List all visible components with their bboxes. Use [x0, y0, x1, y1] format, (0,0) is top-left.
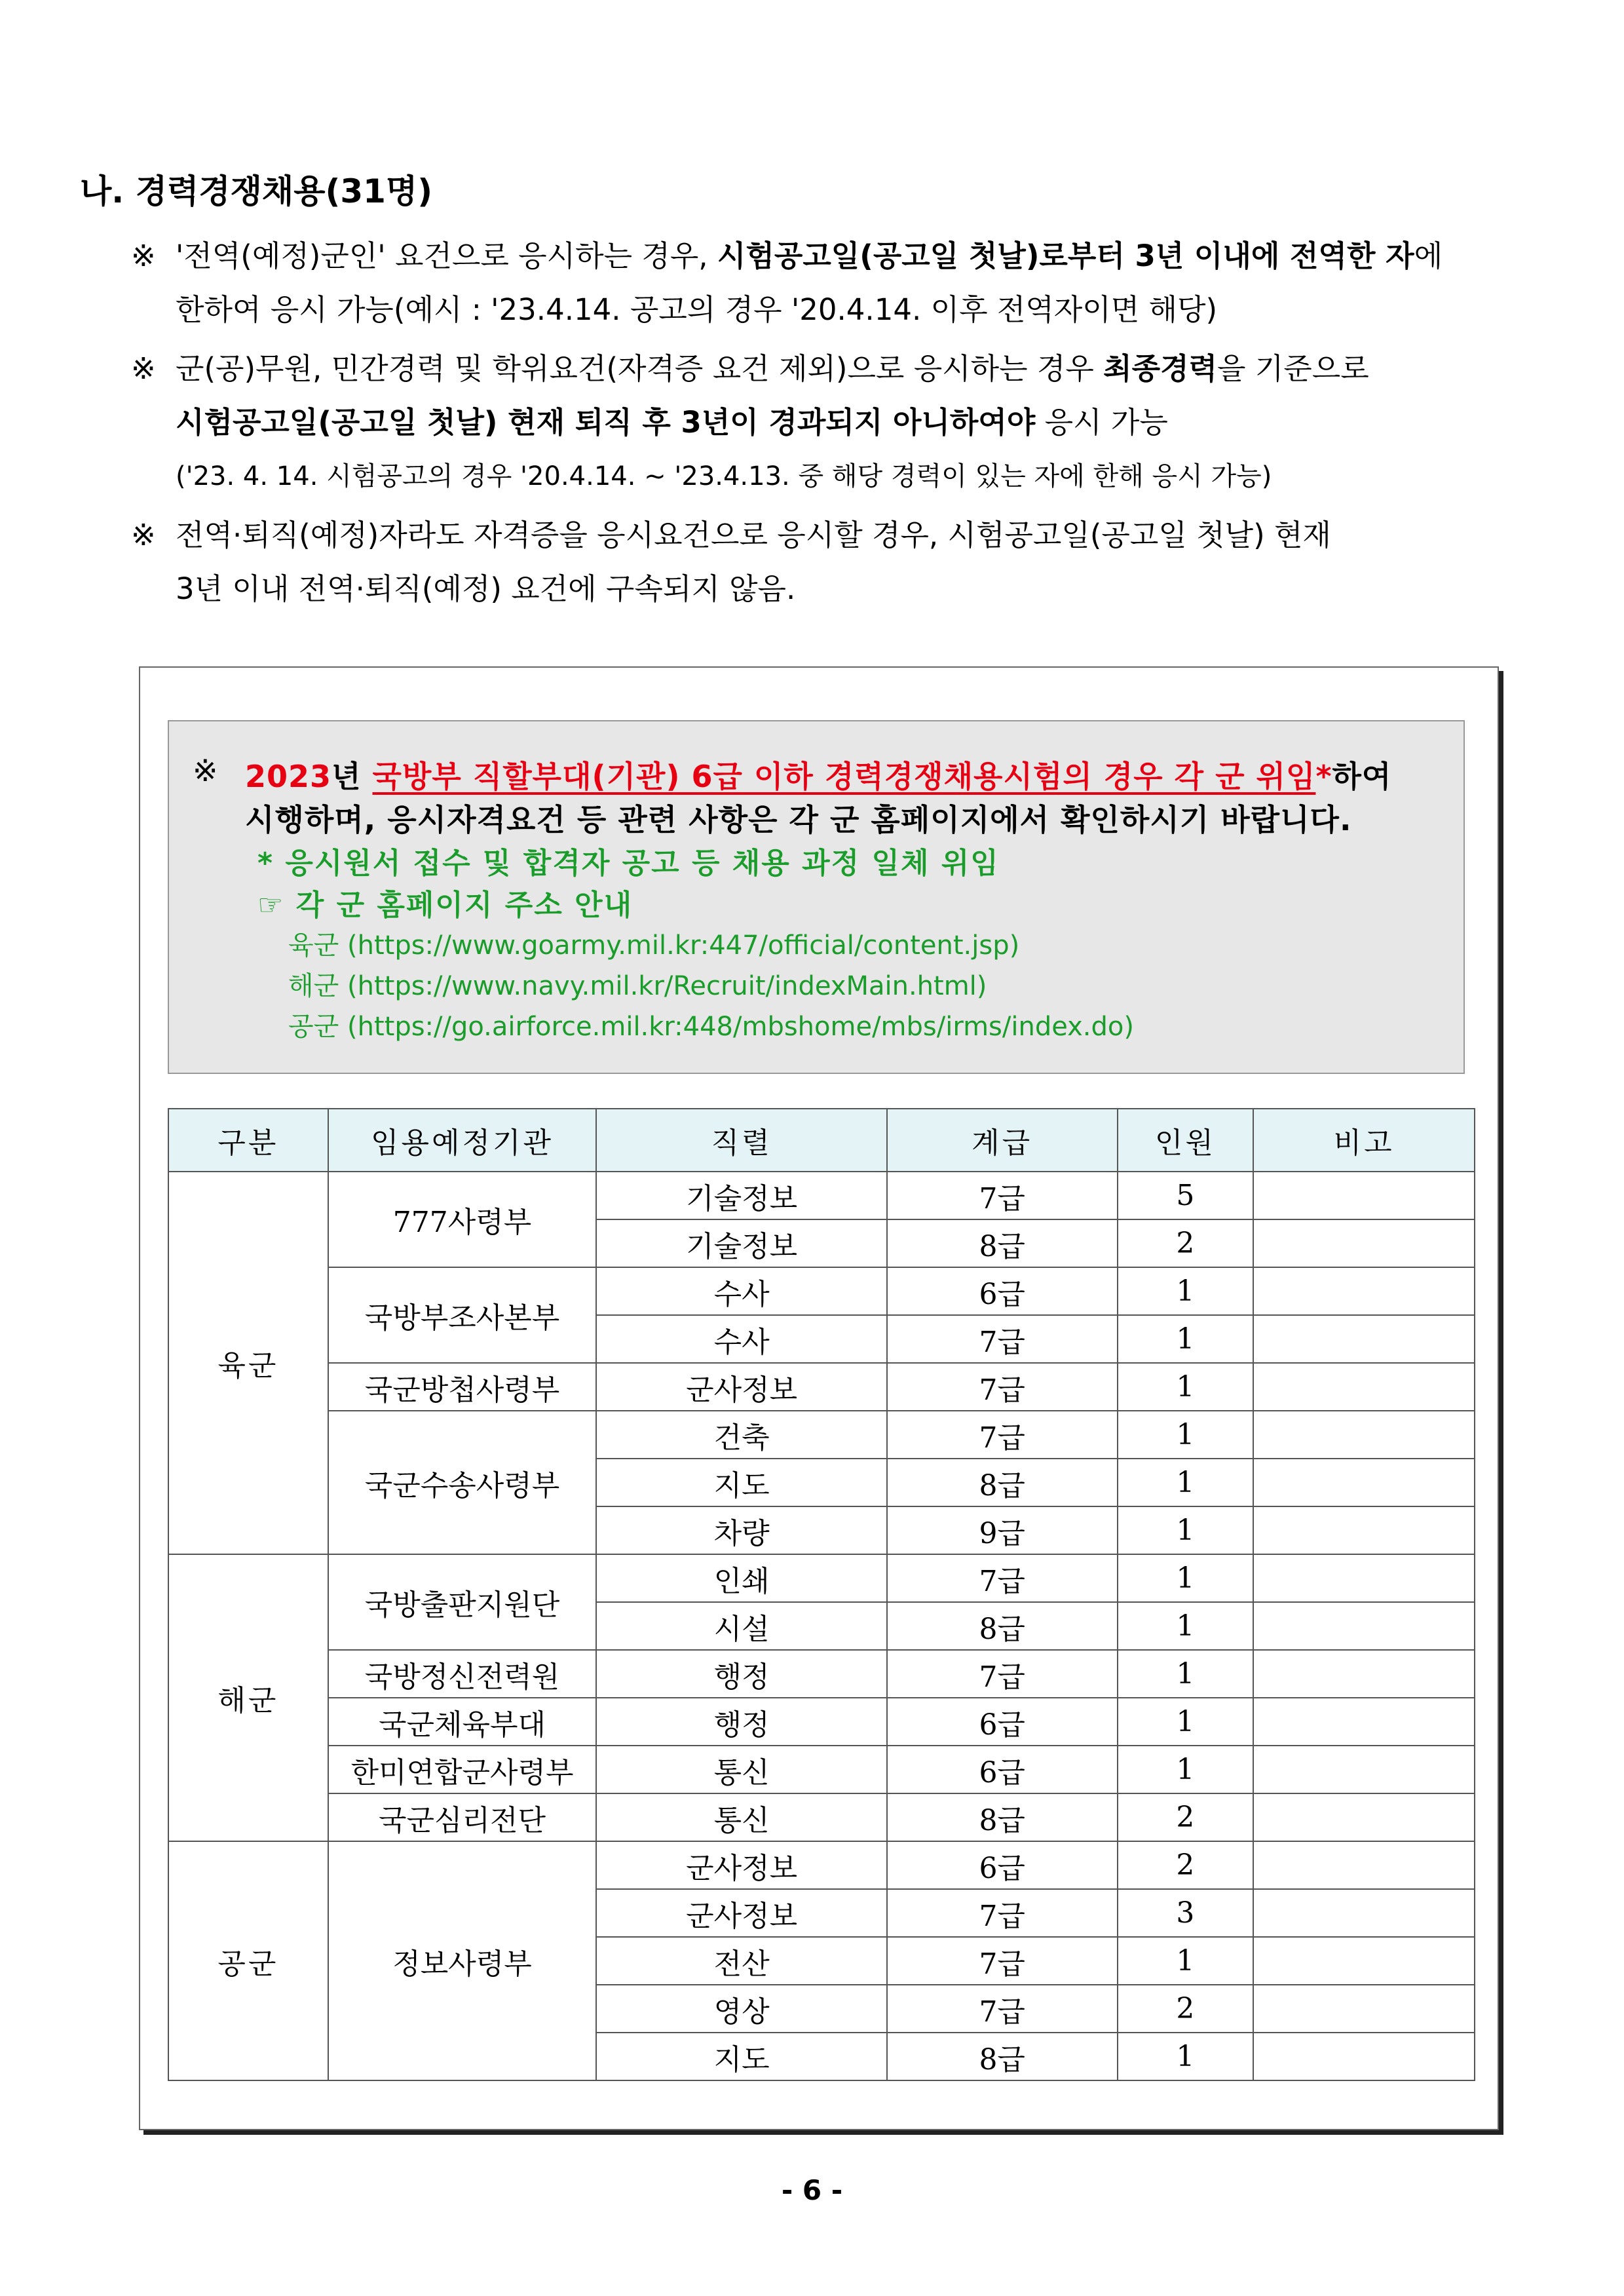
note-cell — [1253, 1937, 1475, 1985]
notice-line — [245, 753, 1391, 796]
agency-cell: 국방정신전력원 — [328, 1650, 597, 1698]
series-cell: 지도 — [596, 1459, 887, 1506]
note-line — [176, 229, 1533, 283]
note-text: 응시 가능 — [1035, 405, 1168, 440]
delegation-notice-box — [168, 720, 1465, 1074]
series-cell: 지도 — [596, 2033, 887, 2080]
branch-cell: 해군 — [168, 1554, 328, 1841]
note-text: '전역(예정)군인' 요건으로 응시하는 경우, — [176, 239, 717, 273]
table-row — [168, 1698, 1475, 1746]
count-cell: 1 — [1118, 1746, 1254, 1793]
notice-text: 하여 — [1332, 759, 1392, 794]
series-cell: 차량 — [596, 1506, 887, 1554]
series-cell: 수사 — [596, 1315, 887, 1363]
note-emphasis: 시험공고일(공고일 첫날)로부터 3년 이내에 전역한 자 — [717, 239, 1414, 273]
series-cell: 기술정보 — [596, 1219, 887, 1267]
note-line: 한하여 응시 가능(예시 : '23.4.14. 공고의 경우 '20.4.14. 이후 전역자이면 해당) — [176, 292, 1217, 327]
notes-list — [131, 229, 1533, 621]
asterisk-mark: * — [1315, 759, 1332, 794]
army-homepage-link[interactable]: 육군 (https://www.goarmy.mil.kr:447/official/content.jsp) — [288, 930, 1020, 961]
count-cell: 2 — [1118, 1985, 1254, 2033]
note-cell — [1253, 1985, 1475, 2033]
reference-mark: ※ — [131, 518, 156, 552]
note-cell — [1253, 1698, 1475, 1746]
grade-cell: 8급 — [887, 1459, 1118, 1506]
page-number: - 6 - — [781, 2174, 843, 2206]
column-header: 비고 — [1253, 1109, 1475, 1172]
note-cell — [1253, 1219, 1475, 1267]
count-cell: 1 — [1118, 1602, 1254, 1650]
series-cell: 기술정보 — [596, 1172, 887, 1219]
note-item — [131, 342, 1533, 503]
note-text: 을 기준으로 — [1217, 351, 1369, 386]
count-cell: 1 — [1118, 1937, 1254, 1985]
count-cell: 1 — [1118, 1267, 1254, 1315]
note-cell — [1253, 1506, 1475, 1554]
recruitment-frame — [139, 666, 1499, 2130]
notice-year: 2023 — [245, 759, 332, 794]
notice-text: 년 — [331, 759, 373, 794]
note-line: 전역·퇴직(예정)자라도 자격증을 응시요건으로 응시할 경우, 시험공고일(공고일 첫날) 현재 — [176, 518, 1331, 552]
agency-cell: 국군방첩사령부 — [328, 1363, 597, 1411]
grade-cell: 6급 — [887, 1841, 1118, 1889]
grade-cell: 8급 — [887, 1602, 1118, 1650]
section-heading: 나. 경력경쟁채용(31명) — [80, 172, 433, 210]
agency-cell: 한미연합군사령부 — [328, 1746, 597, 1793]
note-cell — [1253, 2033, 1475, 2080]
note-text: 군(공)무원, 민간경력 및 학위요건(자격증 요건 제외)으로 응시하는 경우 — [176, 351, 1104, 386]
count-cell: 1 — [1118, 1650, 1254, 1698]
grade-cell: 7급 — [887, 1411, 1118, 1459]
series-cell: 인쇄 — [596, 1554, 887, 1602]
table-header-row — [168, 1109, 1475, 1172]
count-cell: 1 — [1118, 1506, 1254, 1554]
recruitment-table — [168, 1108, 1475, 2081]
count-cell: 1 — [1118, 2033, 1254, 2080]
grade-cell: 9급 — [887, 1506, 1118, 1554]
grade-cell: 7급 — [887, 1650, 1118, 1698]
count-cell: 1 — [1118, 1698, 1254, 1746]
delegation-footnote: * 응시원서 접수 및 합격자 공고 등 채용 과정 일체 위임 — [257, 847, 1000, 880]
series-cell: 군사정보 — [596, 1841, 887, 1889]
column-header: 직렬 — [596, 1109, 887, 1172]
branch-cell: 공군 — [168, 1841, 328, 2080]
series-cell: 전산 — [596, 1937, 887, 1985]
note-line: 3년 이내 전역·퇴직(예정) 요건에 구속되지 않음. — [176, 571, 796, 606]
count-cell: 1 — [1118, 1411, 1254, 1459]
note-cell — [1253, 1315, 1475, 1363]
agency-cell: 정보사령부 — [328, 1841, 597, 2080]
agency-cell: 국군체육부대 — [328, 1698, 597, 1746]
series-cell: 통신 — [596, 1793, 887, 1841]
series-cell: 행정 — [596, 1650, 887, 1698]
table-row — [168, 1267, 1475, 1315]
grade-cell: 7급 — [887, 1315, 1118, 1363]
column-header: 계급 — [887, 1109, 1118, 1172]
reference-mark: ※ — [193, 753, 218, 788]
grade-cell: 7급 — [887, 1985, 1118, 2033]
grade-cell: 8급 — [887, 1219, 1118, 1267]
airforce-homepage-link[interactable]: 공군 (https://go.airforce.mil.kr:448/mbshome/mbs/irms/index.do) — [288, 1012, 1134, 1042]
grade-cell: 7급 — [887, 1363, 1118, 1411]
column-header: 인원 — [1118, 1109, 1254, 1172]
reference-mark: ※ — [131, 351, 156, 386]
note-cell — [1253, 1746, 1475, 1793]
note-cell — [1253, 1793, 1475, 1841]
note-cell — [1253, 1602, 1475, 1650]
agency-cell: 국방출판지원단 — [328, 1554, 597, 1650]
grade-cell: 6급 — [887, 1698, 1118, 1746]
note-item — [131, 229, 1533, 337]
table-row — [168, 1411, 1475, 1459]
series-cell: 행정 — [596, 1698, 887, 1746]
grade-cell: 6급 — [887, 1267, 1118, 1315]
table-row — [168, 1793, 1475, 1841]
note-cell — [1253, 1363, 1475, 1411]
grade-cell: 7급 — [887, 1172, 1118, 1219]
table-row — [168, 1172, 1475, 1219]
agency-cell: 국방부조사본부 — [328, 1267, 597, 1363]
series-cell: 군사정보 — [596, 1363, 887, 1411]
count-cell: 1 — [1118, 1363, 1254, 1411]
branch-cell: 육군 — [168, 1172, 328, 1554]
column-header: 임용예정기관 — [328, 1109, 597, 1172]
count-cell: 3 — [1118, 1889, 1254, 1937]
homepage-guide-title: ☞ 각 군 홈페이지 주소 안내 — [257, 889, 633, 922]
reference-mark: ※ — [131, 239, 156, 273]
table-row — [168, 1650, 1475, 1698]
note-line — [176, 342, 1533, 396]
agency-cell: 국군수송사령부 — [328, 1411, 597, 1554]
note-line: ('23. 4. 14. 시험공고의 경우 '20.4.14. ~ '23.4.13. 중 해당 경력이 있는 자에 한해 응시 가능) — [176, 461, 1272, 491]
note-cell — [1253, 1650, 1475, 1698]
note-emphasis: 시험공고일(공고일 첫날) 현재 퇴직 후 3년이 경과되지 아니하여야 — [176, 405, 1036, 440]
grade-cell: 6급 — [887, 1746, 1118, 1793]
note-cell — [1253, 1554, 1475, 1602]
series-cell: 영상 — [596, 1985, 887, 2033]
count-cell: 1 — [1118, 1459, 1254, 1506]
note-cell — [1253, 1459, 1475, 1506]
note-text: 에 — [1414, 239, 1443, 273]
agency-cell: 777사령부 — [328, 1172, 597, 1267]
count-cell: 1 — [1118, 1554, 1254, 1602]
count-cell: 2 — [1118, 1793, 1254, 1841]
note-cell — [1253, 1267, 1475, 1315]
series-cell: 군사정보 — [596, 1889, 887, 1937]
note-cell — [1253, 1411, 1475, 1459]
count-cell: 2 — [1118, 1841, 1254, 1889]
grade-cell: 7급 — [887, 1554, 1118, 1602]
note-cell — [1253, 1889, 1475, 1937]
note-item — [131, 508, 1533, 616]
note-emphasis: 최종경력 — [1103, 351, 1218, 386]
column-header: 구분 — [168, 1109, 328, 1172]
series-cell: 수사 — [596, 1267, 887, 1315]
notice-highlight: 국방부 직할부대(기관) 6급 이하 경력경쟁채용시험의 경우 각 군 위임 — [372, 759, 1316, 794]
navy-homepage-link[interactable]: 해군 (https://www.navy.mil.kr/Recruit/indexMain.html) — [288, 971, 987, 1001]
count-cell: 2 — [1118, 1219, 1254, 1267]
table-row — [168, 1746, 1475, 1793]
grade-cell: 7급 — [887, 1937, 1118, 1985]
count-cell: 5 — [1118, 1172, 1254, 1219]
series-cell: 건축 — [596, 1411, 887, 1459]
grade-cell: 7급 — [887, 1889, 1118, 1937]
grade-cell: 8급 — [887, 2033, 1118, 2080]
note-cell — [1253, 1172, 1475, 1219]
note-cell — [1253, 1841, 1475, 1889]
grade-cell: 8급 — [887, 1793, 1118, 1841]
notice-line: 시행하며, 응시자격요건 등 관련 사항은 각 군 홈페이지에서 확인하시기 바랍니다. — [245, 802, 1352, 837]
table-row — [168, 1554, 1475, 1602]
agency-cell: 국군심리전단 — [328, 1793, 597, 1841]
table-row — [168, 1363, 1475, 1411]
series-cell: 시설 — [596, 1602, 887, 1650]
series-cell: 통신 — [596, 1746, 887, 1793]
table-row — [168, 1841, 1475, 1889]
note-line — [176, 396, 1533, 450]
count-cell: 1 — [1118, 1315, 1254, 1363]
